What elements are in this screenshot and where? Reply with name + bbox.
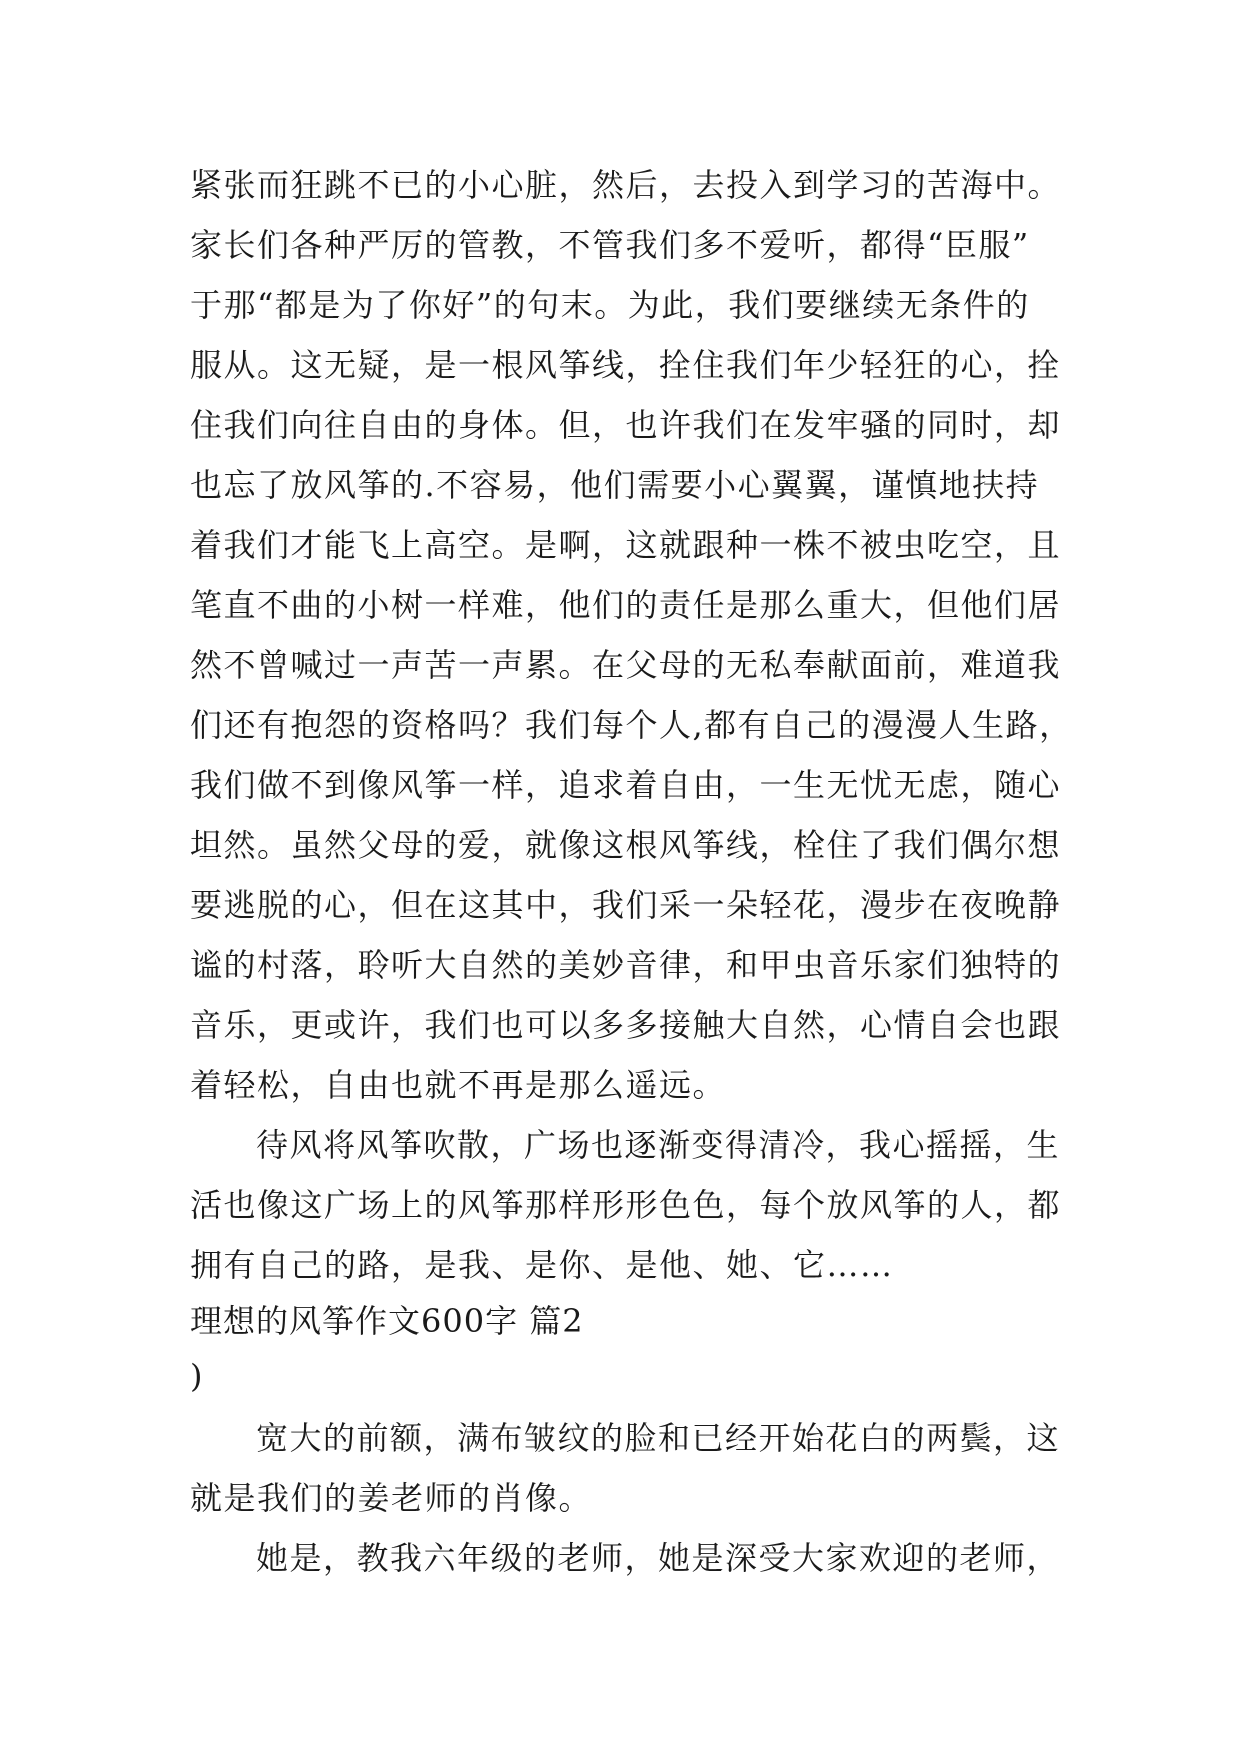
paragraph-line: 笔直不曲的小树一样难，他们的责任是那么重大，但他们居 xyxy=(190,586,1062,624)
paragraph-line: 我们做不到像风筝一样，追求着自由，一生无忧无虑，随心 xyxy=(190,766,1062,804)
paragraph-line: 着轻松，自由也就不再是那么遥远。 xyxy=(190,1066,727,1104)
paragraph-line: 谧的村落，聆听大自然的美妙音律，和甲虫音乐家们独特的 xyxy=(190,946,1062,984)
paragraph-line: 就是我们的姜老师的肖像。 xyxy=(190,1479,593,1517)
paragraph-line: 她是，教我六年级的老师，她是深受大家欢迎的老师， xyxy=(256,1539,1061,1577)
paragraph-line: 紧张而狂跳不已的小心脏，然后，去投入到学习的苦海中。 xyxy=(190,166,1062,204)
paragraph-line: 拥有自己的路，是我、是你、是他、她、它…… xyxy=(190,1246,894,1284)
paragraph-line: 宽大的前额，满布皱纹的脸和已经开始花白的两鬓，这 xyxy=(256,1419,1061,1457)
paragraph-line: 服从。这无疑，是一根风筝线，拴住我们年少轻狂的心，拴 xyxy=(190,346,1062,384)
paragraph-line: 们还有抱怨的资格吗？我们每个人,都有自己的漫漫人生路， xyxy=(190,706,1073,744)
paragraph-line: 待风将风筝吹散，广场也逐渐变得清冷，我心摇摇，生 xyxy=(256,1126,1061,1164)
paragraph-line: 然不曾喊过一声苦一声累。在父母的无私奉献面前，难道我 xyxy=(190,646,1062,684)
paragraph-line: 家长们各种严厉的管教，不管我们多不爱听，都得“臣服” xyxy=(190,226,1030,264)
paragraph-line: 活也像这广场上的风筝那样形形色色，每个放风筝的人，都 xyxy=(190,1186,1062,1224)
paragraph-line: 坦然。虽然父母的爱，就像这根风筝线，栓住了我们偶尔想 xyxy=(190,826,1062,864)
paragraph-line: 着我们才能飞上高空。是啊，这就跟种一株不被虫吃空，且 xyxy=(190,526,1062,564)
paragraph-line: 要逃脱的心，但在这其中，我们采一朵轻花，漫步在夜晚静 xyxy=(190,886,1062,924)
paragraph-line: 于那“都是为了你好”的句末。为此，我们要继续无条件的 xyxy=(190,286,1030,324)
paragraph-line: 音乐，更或许，我们也可以多多接触大自然，心情自会也跟 xyxy=(190,1006,1062,1044)
paragraph-line: ) xyxy=(190,1357,204,1395)
section-heading: 理想的风筝作文600字 篇2 xyxy=(190,1302,584,1340)
paragraph-line: 住我们向往自由的身体。但，也许我们在发牢骚的同时，却 xyxy=(190,406,1062,444)
paragraph-line: 也忘了放风筝的.不容易，他们需要小心翼翼，谨慎地扶持 xyxy=(190,466,1040,504)
